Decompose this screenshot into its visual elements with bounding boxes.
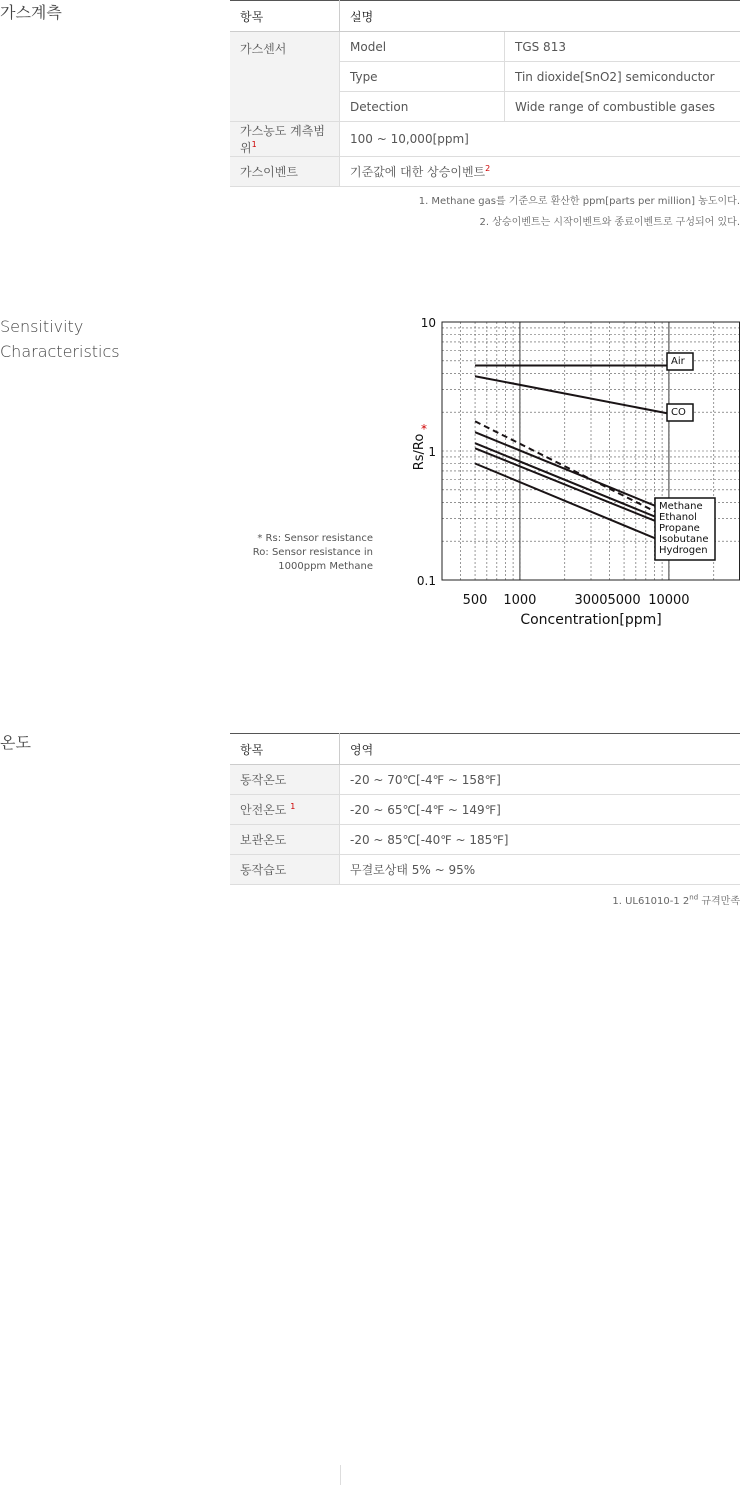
chart-note-line: Ro: Sensor resistance in bbox=[252, 547, 373, 558]
table-row bbox=[230, 825, 740, 855]
range-value: 100 ~ 10,000[ppm] bbox=[340, 122, 740, 157]
row-value: TGS 813 bbox=[505, 32, 740, 62]
temp-footnote-marker: 1 bbox=[290, 802, 296, 811]
chart-ytick-label: 0.1 bbox=[416, 574, 436, 588]
temp-row-label bbox=[230, 795, 340, 825]
chart-xtick-label: 1000 bbox=[503, 593, 537, 608]
event-footnote-marker: 2 bbox=[485, 164, 491, 173]
range-label bbox=[230, 122, 340, 157]
event-label: 가스이벤트 bbox=[230, 157, 340, 187]
chart-series-line bbox=[475, 432, 669, 511]
event-value-text: 기준값에 대한 상승이벤트 bbox=[350, 165, 486, 179]
chart-label-air-text: Air bbox=[671, 356, 685, 367]
row-value: Wide range of combustible gases bbox=[505, 92, 740, 122]
chart-xlabel: Concentration[ppm] bbox=[520, 612, 662, 628]
table-row bbox=[230, 157, 740, 187]
chart-label-group-text: Ethanol bbox=[659, 512, 697, 523]
temp-row-value: -20 ~ 85℃[-40℉ ~ 185℉] bbox=[340, 825, 740, 855]
chart-xtick-label: 5000 bbox=[607, 593, 641, 608]
header-item: 항목 bbox=[230, 734, 340, 765]
header-desc: 설명 bbox=[340, 1, 740, 32]
temp-footnote bbox=[612, 892, 740, 907]
temp-footnote-tail: 규격만족 bbox=[698, 896, 740, 907]
sensitivity-chart bbox=[0, 300, 740, 640]
header-range: 영역 bbox=[340, 734, 740, 765]
temp-row-label: 동작습도 bbox=[230, 855, 340, 885]
chart-ylabel-marker: * bbox=[421, 422, 427, 436]
chart-ytick-label: 1 bbox=[428, 445, 436, 459]
table-header-row bbox=[230, 734, 740, 765]
temp-footnote-sup: nd bbox=[689, 893, 699, 902]
table-row bbox=[230, 122, 740, 157]
chart-label-group-text: Isobutane bbox=[659, 534, 709, 545]
chart-label-group-text: Methane bbox=[659, 501, 703, 512]
chart-xtick-label: 3000 bbox=[574, 593, 608, 608]
temp-footnote-text: 1. UL61010-1 2 bbox=[612, 896, 690, 907]
gas-footnote-2: 2. 상승이벤트는 시작이벤트와 종료이벤트로 구성되어 있다. bbox=[479, 217, 740, 228]
chart-xtick-label: 500 bbox=[462, 593, 488, 608]
chart-xtick-label: 10000 bbox=[648, 593, 690, 608]
temp-row-value: -20 ~ 65℃[-4℉ ~ 149℉] bbox=[340, 795, 740, 825]
temp-row-value: -20 ~ 70℃[-4℉ ~ 158℉] bbox=[340, 765, 740, 795]
row-value: Tin dioxide[SnO2] semiconductor bbox=[505, 62, 740, 92]
temp-spec-table bbox=[230, 733, 740, 885]
temp-row-value: 무결로상태 5% ~ 95% bbox=[340, 855, 740, 885]
table-row bbox=[230, 855, 740, 885]
header-item: 항목 bbox=[230, 1, 340, 32]
event-value bbox=[340, 157, 740, 187]
row-key: Detection bbox=[340, 92, 505, 122]
table-header-row bbox=[230, 1, 740, 32]
row-key: Type bbox=[340, 62, 505, 92]
gas-sensor-label: 가스센서 bbox=[230, 32, 340, 122]
chart-series-line bbox=[475, 448, 669, 526]
gas-footnote-1: 1. Methane gas를 기준으로 환산한 ppm[parts per million] 농도이다. bbox=[418, 196, 740, 207]
gas-spec-table bbox=[230, 0, 740, 187]
sensitivity-title-line2: Characteristics bbox=[0, 342, 120, 361]
range-label-text: 가스농도 계측범위 bbox=[240, 124, 325, 155]
chart-series-line bbox=[475, 376, 669, 413]
chart-ytick-label: 10 bbox=[420, 316, 436, 330]
temp-section-title: 온도 bbox=[0, 733, 31, 752]
chart-series-line bbox=[475, 443, 669, 522]
sensitivity-title-line1: Sensitivity bbox=[0, 317, 84, 336]
temp-row-label: 보관온도 bbox=[230, 825, 340, 855]
row-key: Model bbox=[340, 32, 505, 62]
table-row bbox=[230, 32, 740, 62]
chart-note-line: 1000ppm Methane bbox=[278, 561, 373, 572]
temp-row-label-text: 안전온도 bbox=[240, 803, 287, 817]
bottom-divider bbox=[340, 1465, 341, 1485]
chart-note-line: * Rs: Sensor resistance bbox=[257, 533, 373, 544]
temp-row-label: 동작온도 bbox=[230, 765, 340, 795]
table-row bbox=[230, 795, 740, 825]
range-footnote-marker: 1 bbox=[251, 140, 257, 149]
chart-label-group-text: Hydrogen bbox=[659, 545, 708, 556]
chart-ylabel: Rs/Ro bbox=[412, 433, 427, 471]
gas-section-title: 가스계측 bbox=[0, 3, 62, 22]
chart-label-group-text: Propane bbox=[659, 523, 700, 534]
chart-label-co-text: CO bbox=[671, 407, 686, 418]
table-row bbox=[230, 765, 740, 795]
